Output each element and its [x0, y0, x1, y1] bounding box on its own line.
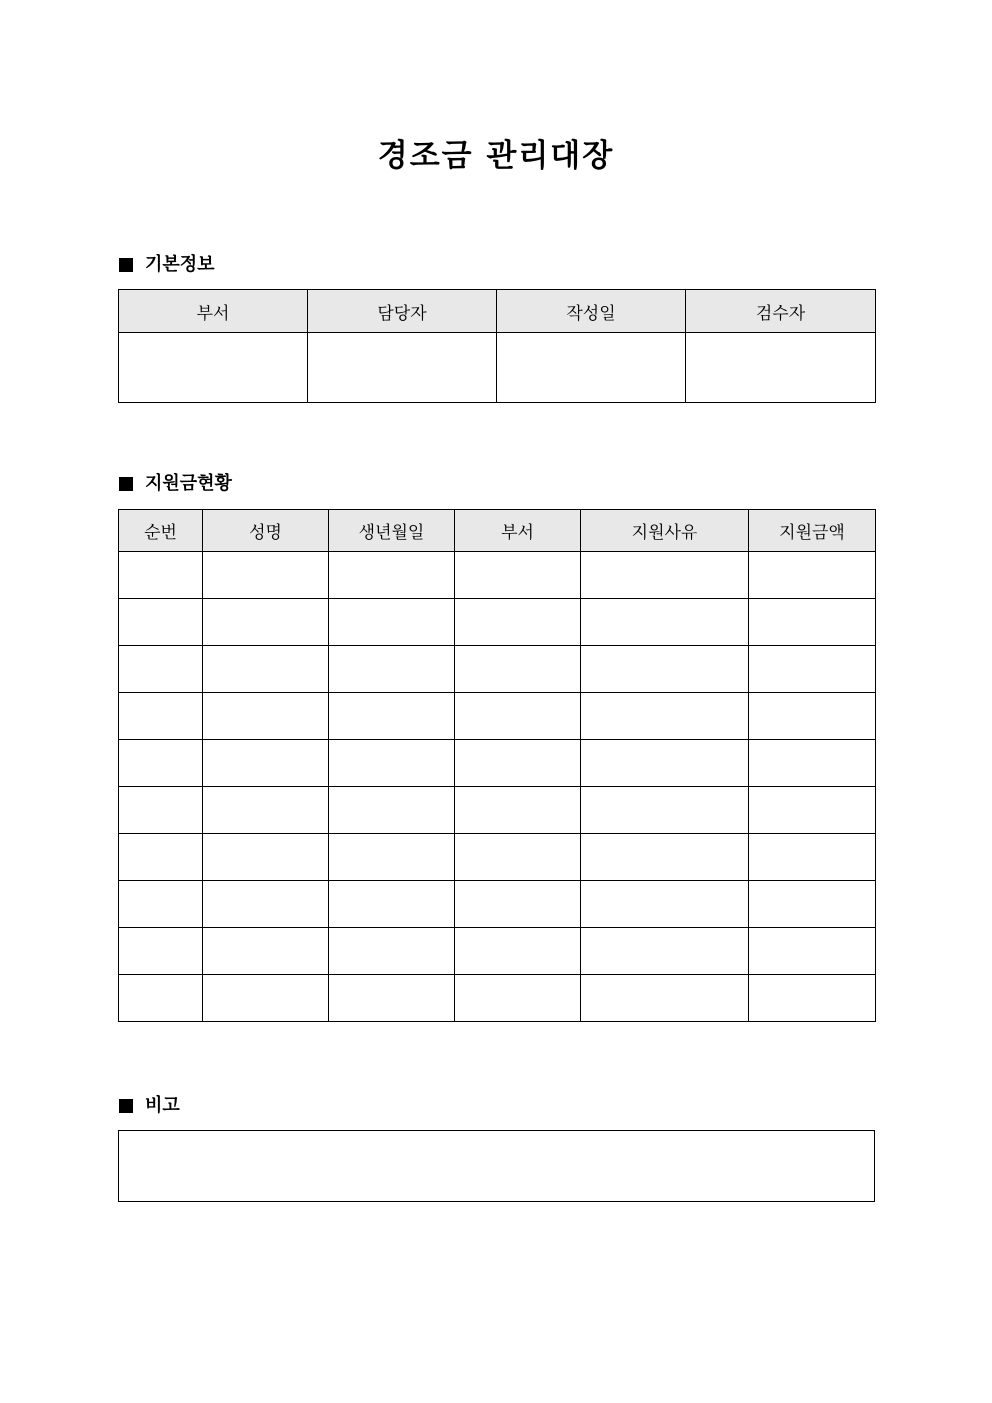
- support-department-cell[interactable]: [455, 599, 581, 646]
- support-amount-cell[interactable]: [749, 928, 876, 975]
- support-birthdate-cell[interactable]: [329, 552, 455, 599]
- support-department-cell[interactable]: [455, 881, 581, 928]
- basic-info-header-row: [119, 290, 876, 333]
- support-name-cell[interactable]: [203, 599, 329, 646]
- document-title: 경조금 관리대장: [377, 138, 615, 174]
- support-header-department: 부서: [455, 510, 581, 552]
- basic-info-table: [118, 289, 876, 403]
- basic-info-header-department: 부서: [119, 290, 308, 333]
- support-reason-cell[interactable]: [581, 599, 749, 646]
- support-birthdate-cell[interactable]: [329, 599, 455, 646]
- support-reason-cell[interactable]: [581, 646, 749, 693]
- support-amount-cell[interactable]: [749, 740, 876, 787]
- support-status-row: [119, 646, 876, 693]
- support-amount-cell[interactable]: [749, 881, 876, 928]
- basic-info-header-inspector: 검수자: [686, 290, 876, 333]
- support-birthdate-cell[interactable]: [329, 740, 455, 787]
- support-name-cell[interactable]: [203, 975, 329, 1022]
- basic-info-department-cell[interactable]: [119, 333, 308, 403]
- support-name-cell[interactable]: [203, 928, 329, 975]
- support-name-cell[interactable]: [203, 740, 329, 787]
- support-department-cell[interactable]: [455, 834, 581, 881]
- support-birthdate-cell[interactable]: [329, 881, 455, 928]
- basic-info-date-written-cell[interactable]: [497, 333, 686, 403]
- support-amount-cell[interactable]: [749, 834, 876, 881]
- support-header-birthdate: 생년월일: [329, 510, 455, 552]
- support-birthdate-cell[interactable]: [329, 928, 455, 975]
- support-birthdate-cell[interactable]: [329, 834, 455, 881]
- support-name-cell[interactable]: [203, 787, 329, 834]
- support-reason-cell[interactable]: [581, 834, 749, 881]
- support-status-row: [119, 693, 876, 740]
- support-department-cell[interactable]: [455, 975, 581, 1022]
- support-department-cell[interactable]: [455, 552, 581, 599]
- basic-info-header-manager: 담당자: [308, 290, 497, 333]
- square-bullet-icon: [119, 1099, 133, 1113]
- remarks-heading-label: 비고: [145, 1095, 180, 1116]
- remarks-box[interactable]: [118, 1130, 875, 1202]
- support-department-cell[interactable]: [455, 928, 581, 975]
- support-number-cell[interactable]: [119, 834, 203, 881]
- support-amount-cell[interactable]: [749, 975, 876, 1022]
- support-department-cell[interactable]: [455, 787, 581, 834]
- support-header-number: 순번: [119, 510, 203, 552]
- support-header-name: 성명: [203, 510, 329, 552]
- support-amount-cell[interactable]: [749, 787, 876, 834]
- support-status-row: [119, 881, 876, 928]
- remarks-heading: [119, 1094, 180, 1118]
- support-department-cell[interactable]: [455, 646, 581, 693]
- support-status-row: [119, 552, 876, 599]
- square-bullet-icon: [119, 477, 133, 491]
- basic-info-heading: [119, 253, 215, 277]
- support-amount-cell[interactable]: [749, 693, 876, 740]
- support-reason-cell[interactable]: [581, 740, 749, 787]
- support-number-cell[interactable]: [119, 599, 203, 646]
- support-header-amount: 지원금액: [749, 510, 876, 552]
- support-number-cell[interactable]: [119, 740, 203, 787]
- support-number-cell[interactable]: [119, 693, 203, 740]
- support-name-cell[interactable]: [203, 552, 329, 599]
- support-number-cell[interactable]: [119, 928, 203, 975]
- basic-info-header-date-written: 작성일: [497, 290, 686, 333]
- support-status-rows: [119, 552, 876, 1022]
- support-status-row: [119, 599, 876, 646]
- support-reason-cell[interactable]: [581, 881, 749, 928]
- support-reason-cell[interactable]: [581, 928, 749, 975]
- support-department-cell[interactable]: [455, 693, 581, 740]
- support-status-table: [118, 509, 876, 1022]
- support-status-row: [119, 834, 876, 881]
- basic-info-inspector-cell[interactable]: [686, 333, 876, 403]
- support-reason-cell[interactable]: [581, 552, 749, 599]
- support-amount-cell[interactable]: [749, 646, 876, 693]
- support-amount-cell[interactable]: [749, 599, 876, 646]
- basic-info-heading-label: 기본정보: [145, 254, 215, 275]
- support-department-cell[interactable]: [455, 740, 581, 787]
- support-status-heading: [119, 472, 232, 496]
- square-bullet-icon: [119, 258, 133, 272]
- support-status-row: [119, 787, 876, 834]
- support-status-row: [119, 975, 876, 1022]
- support-status-row: [119, 928, 876, 975]
- support-birthdate-cell[interactable]: [329, 787, 455, 834]
- support-reason-cell[interactable]: [581, 693, 749, 740]
- support-name-cell[interactable]: [203, 834, 329, 881]
- support-number-cell[interactable]: [119, 881, 203, 928]
- support-birthdate-cell[interactable]: [329, 646, 455, 693]
- basic-info-manager-cell[interactable]: [308, 333, 497, 403]
- support-status-row: [119, 740, 876, 787]
- support-number-cell[interactable]: [119, 975, 203, 1022]
- support-amount-cell[interactable]: [749, 552, 876, 599]
- support-name-cell[interactable]: [203, 693, 329, 740]
- support-reason-cell[interactable]: [581, 975, 749, 1022]
- support-reason-cell[interactable]: [581, 787, 749, 834]
- support-birthdate-cell[interactable]: [329, 693, 455, 740]
- support-name-cell[interactable]: [203, 646, 329, 693]
- support-number-cell[interactable]: [119, 646, 203, 693]
- support-number-cell[interactable]: [119, 552, 203, 599]
- support-status-header-row: [119, 510, 876, 552]
- support-name-cell[interactable]: [203, 881, 329, 928]
- basic-info-value-row: [119, 333, 876, 403]
- support-header-reason: 지원사유: [581, 510, 749, 552]
- support-birthdate-cell[interactable]: [329, 975, 455, 1022]
- support-status-heading-label: 지원금현황: [145, 473, 232, 494]
- support-number-cell[interactable]: [119, 787, 203, 834]
